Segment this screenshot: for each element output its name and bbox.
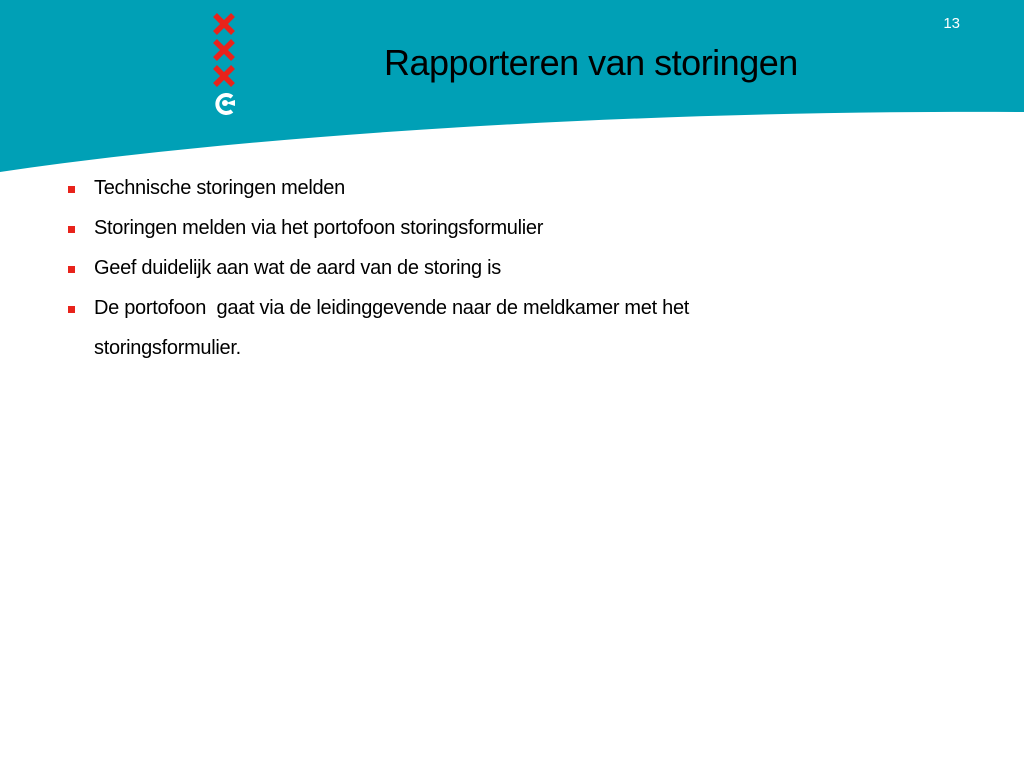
bullet-text: Storingen melden via het portofoon storingsformulier <box>94 217 544 239</box>
amsterdam-xxx-logo-icon <box>208 10 240 118</box>
header-band <box>0 0 1024 180</box>
slide-title: Rapporteren van storingen <box>384 42 798 83</box>
bullet-list <box>66 168 826 368</box>
bullet-text: Technische storingen melden <box>94 177 345 199</box>
bullet-item <box>66 168 826 208</box>
slide-number: 13 <box>943 15 960 32</box>
bullet-square-icon <box>68 186 75 193</box>
bullet-square-icon <box>68 306 75 313</box>
bullet-item <box>66 288 826 368</box>
bullet-square-icon <box>68 226 75 233</box>
bullet-item <box>66 248 826 288</box>
bullet-item <box>66 208 826 248</box>
bullet-text: De portofoon gaat via de leidinggevende naar de meldkamer met het storingsformulier. <box>94 297 695 359</box>
bullet-text: Geef duidelijk aan wat de aard van de storing is <box>94 257 501 279</box>
bullet-square-icon <box>68 266 75 273</box>
